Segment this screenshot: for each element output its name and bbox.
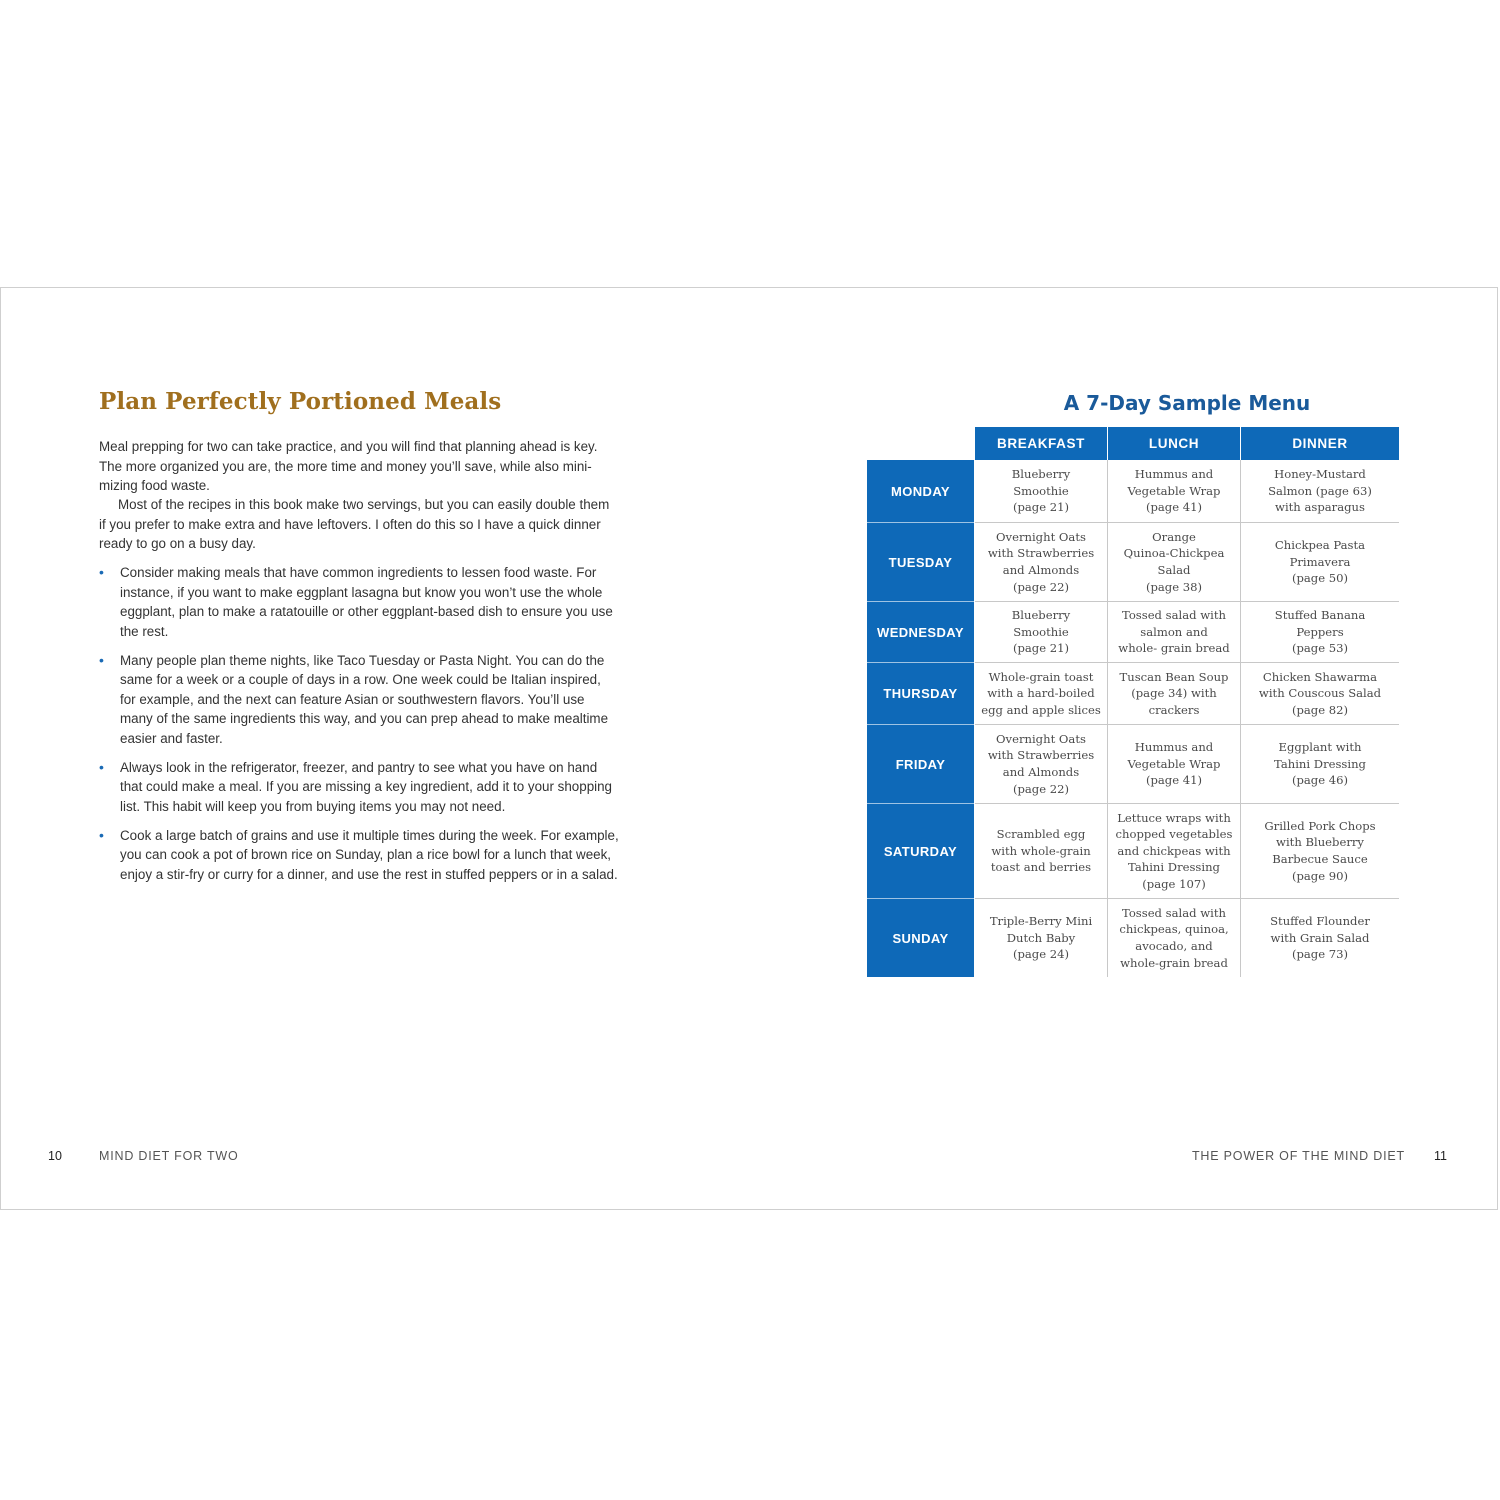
column-header-lunch: LUNCH [1108, 427, 1240, 460]
menu-cell: Whole-grain toast with a hard-boiled egg and apple slices [981, 669, 1101, 717]
menu-cell: Chicken Shawarma with Couscous Salad (page 82) [1258, 669, 1382, 717]
menu-cell: Chickpea Pasta Primavera (page 50) [1274, 538, 1366, 586]
day-label-saturday: SATURDAY [883, 843, 958, 859]
day-label-sunday: SUNDAY [892, 930, 949, 946]
day-label-tuesday: TUESDAY [888, 554, 953, 570]
menu-cell: Orange Quinoa-Chickpea Salad (page 38) [1123, 529, 1225, 594]
bullet-icon: • [99, 758, 104, 775]
menu-cell: Honey-Mustard Salmon (page 63) with asparagus [1268, 467, 1372, 515]
menu-cell: Overnight Oats with Strawberries and Almonds (page 22) [987, 731, 1095, 796]
menu-cell: Blueberry Smoothie (page 21) [1011, 467, 1071, 515]
list-item [99, 651, 619, 749]
day-label-wednesday: WEDNESDAY [877, 624, 964, 640]
menu-cell: Grilled Pork Chops with Blueberry Barbecue Sauce (page 90) [1264, 818, 1376, 883]
column-header-breakfast: BREAKFAST [975, 427, 1107, 460]
running-footer-right: THE POWER OF THE MIND DIET [1192, 1149, 1405, 1163]
bullet-icon: • [99, 651, 104, 668]
day-label-monday: MONDAY [891, 483, 950, 499]
section-heading: Plan Perfectly Portioned Meals [99, 388, 502, 415]
running-footer-left: MIND DIET FOR TWO [99, 1149, 239, 1163]
menu-cell: Scrambled egg with whole-grain toast and berries [990, 827, 1092, 875]
bullet-text: Cook a large batch of grains and use it multiple times during the week. For example, you can cook a pot of brown rice on Sunday, plan a rice bowl for a lunch that week, enjoy a stir-fry or curry for a dinner, and use the rest in stuffed peppers or in a salad. [120, 827, 619, 882]
menu-cell: Eggplant with Tahini Dressing (page 46) [1274, 740, 1366, 788]
menu-title: A 7-Day Sample Menu [1063, 391, 1311, 415]
bullet-text: Always look in the refrigerator, freezer, and pantry to see what you have on hand that could make a meal. If you are missing a key ingredient, add it to your shopping list. This habit will keep you from buying items you may not need. [120, 759, 613, 814]
menu-cell: Triple-Berry Mini Dutch Baby (page 24) [989, 914, 1093, 962]
list-item [99, 563, 619, 641]
menu-cell: Stuffed Banana Peppers (page 53) [1274, 608, 1366, 656]
list-item [99, 826, 619, 885]
menu-cell: Stuffed Flounder with Grain Salad (page 73) [1270, 914, 1370, 962]
menu-cell: Blueberry Smoothie (page 21) [1011, 608, 1071, 656]
bullet-text: Many people plan theme nights, like Taco Tuesday or Pasta Night. You can do the same for a week or a couple of days in a row. One week could be Italian inspired, for example, and the next can feature Asian or southwestern flavors. You’ll use many of the same ingredients this way, and you can prep ahead to make mealtime easier and faster. [120, 652, 609, 746]
bullet-icon: • [99, 564, 104, 580]
bullet-icon: • [99, 826, 104, 843]
menu-cell: Tossed salad with salmon and whole- grain bread [1118, 608, 1230, 656]
intro-paragraph: Meal prepping for two can take practice, and you will find that planning ahead is key. The more organized you are, the more time and money you’ll save, while also mini-mizing food waste. [99, 439, 598, 493]
tips-list [99, 563, 619, 894]
second-paragraph: Most of the recipes in this book make two servings, but you can easily double them if you prefer to make extra and have leftovers. I often do this so I have a quick dinner ready to go on a busy day. [99, 497, 610, 551]
day-label-friday: FRIDAY [895, 756, 946, 772]
menu-cell: Hummus and Vegetable Wrap (page 41) [1127, 740, 1221, 788]
menu-cell: Lettuce wraps with chopped vegetables and chickpeas with Tahini Dressing (page 107) [1115, 810, 1233, 891]
day-label-thursday: THURSDAY [883, 686, 958, 701]
menu-cell: Tuscan Bean Soup (page 34) with crackers [1119, 669, 1229, 717]
page-number-right: 11 [1434, 1149, 1447, 1163]
bullet-text: Consider making meals that have common ingredients to lessen food waste. For instance, if you want to make eggplant lasagna but know you won’t use the whole eggplant, plan to make a ratatouille or other eggplant-based dish to ensure you use the rest. [120, 565, 613, 639]
menu-cell: Tossed salad with chickpeas, quinoa, avocado, and whole-grain bread [1119, 905, 1229, 970]
menu-cell: Overnight Oats with Strawberries and Almonds (page 22) [987, 529, 1095, 594]
list-item [99, 758, 619, 817]
menu-cell: Hummus and Vegetable Wrap (page 41) [1127, 467, 1221, 515]
page-number-left: 10 [48, 1149, 62, 1163]
column-header-dinner: DINNER [1241, 427, 1399, 460]
